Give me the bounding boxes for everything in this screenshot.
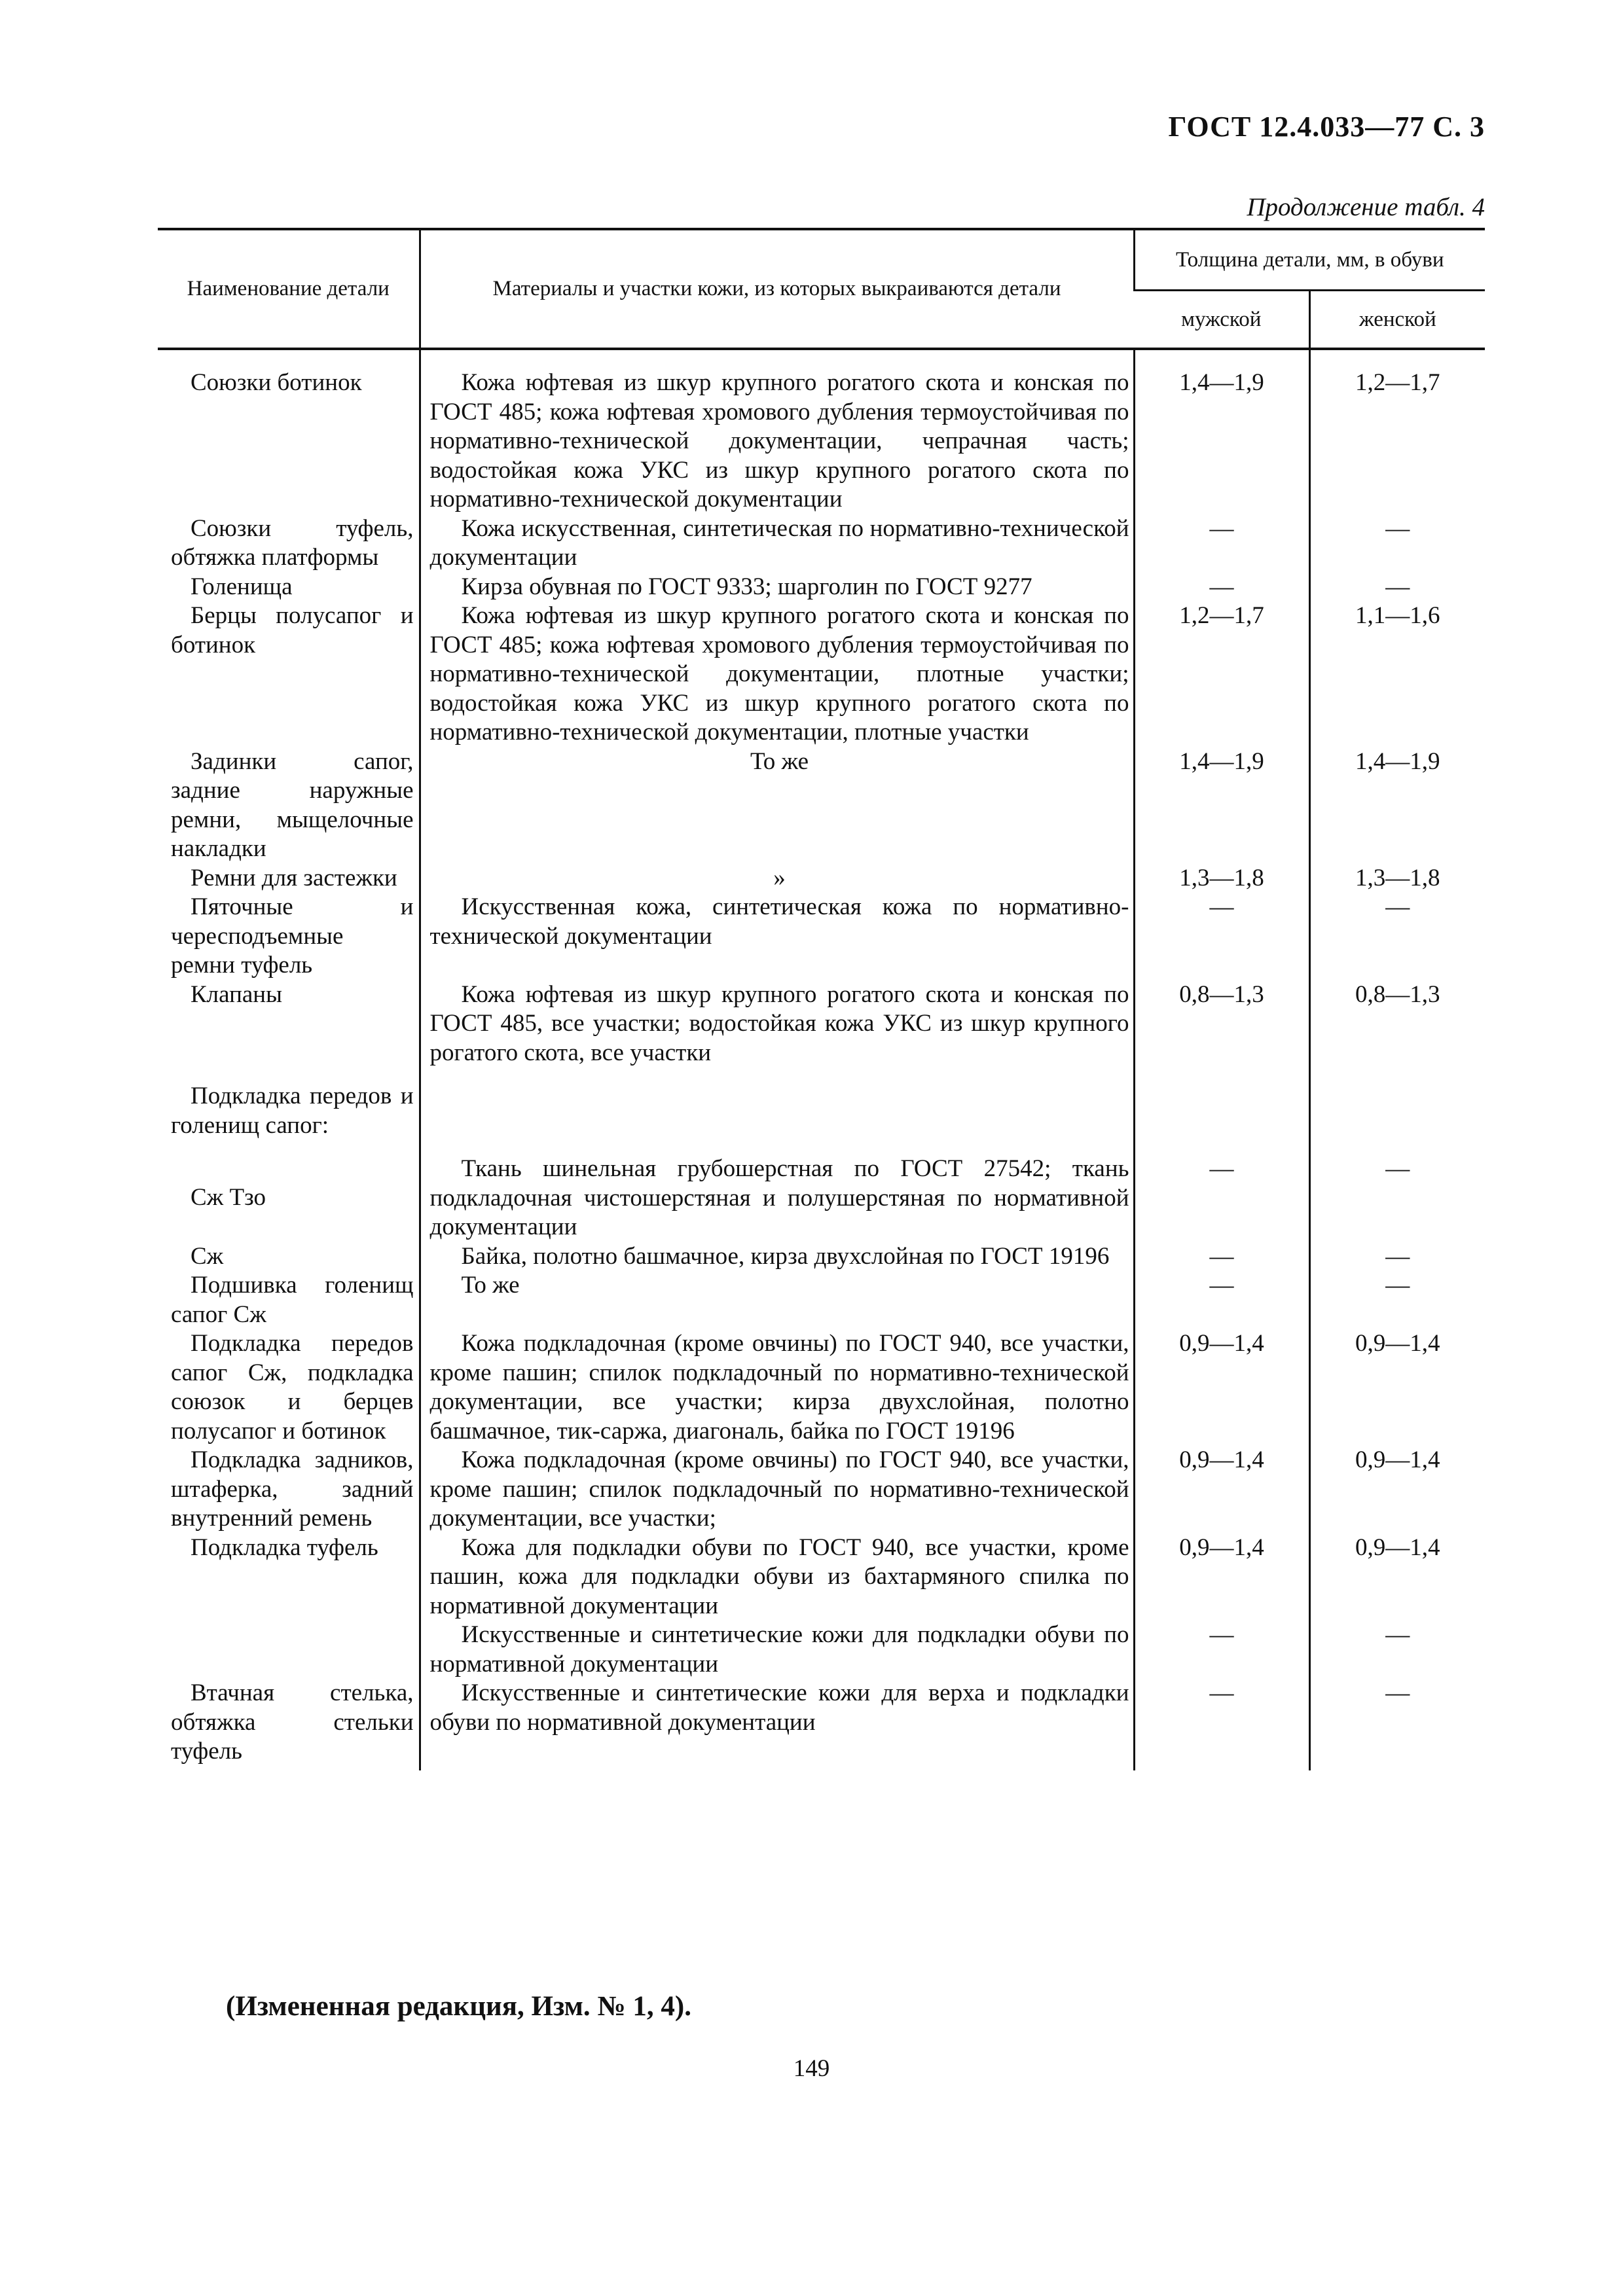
thickness-male: — (1134, 1242, 1309, 1272)
table-row (158, 1271, 1485, 1329)
thickness-male: 1,4—1,9 (1134, 747, 1309, 864)
part-name: Втачная стелька, обтяжка стельки туфель (171, 1679, 414, 1765)
table-row (158, 1140, 1485, 1242)
material-text: Кожа подкладочная (кроме овчины) по ГОСТ 940, все участки, кроме пашин; спилок подкладочный по нормативно-технической документации, все участки; (429, 1446, 1129, 1532)
material-text: Ткань шинельная грубошерстная по ГОСТ 27542; ткань подкладочная чистошерстяная и полушерстяная по нормативной документации (429, 1155, 1129, 1240)
table-row (158, 349, 1485, 514)
material-text: То же (750, 747, 809, 775)
table-row (158, 980, 1485, 1068)
thickness-male: — (1134, 1679, 1309, 1770)
amendment-note: (Измененная редакция, Изм. № 1, 4). (226, 1991, 691, 2022)
thickness-male: 0,9—1,4 (1134, 1446, 1309, 1534)
table-row (158, 1067, 1485, 1140)
thickness-male: — (1134, 1140, 1309, 1242)
material-text: Кожа искусственная, синтетическая по нормативно-технической документации (429, 514, 1129, 571)
table-row (158, 893, 1485, 980)
table-row (158, 1621, 1485, 1679)
thickness-female: 1,2—1,7 (1309, 349, 1485, 514)
table-row (158, 1242, 1485, 1272)
table-row (158, 1679, 1485, 1770)
thickness-male: — (1134, 1271, 1309, 1329)
material-text: Кожа для подкладки обуви по ГОСТ 940, все участки, кроме пашин, кожа для подкладки обуви из бахтармяного спилка по нормативной документации (429, 1534, 1129, 1619)
thickness-female: — (1309, 1242, 1485, 1272)
material-text: Кожа юфтевая из шкур крупного рогатого скота и конская по ГОСТ 485; кожа юфтевая хромового дубления термоустойчивая по нормативно-технической документации, чепрачная часть; водостойкая кожа УКС из шкур крупного рогатого скота по нормативно-технической документации (429, 369, 1129, 512)
part-name: Союзки туфель, обтяжка платформы (171, 514, 414, 571)
table-row (158, 573, 1485, 602)
thickness-female: 0,9—1,4 (1309, 1446, 1485, 1534)
part-name: Задинки сапог, задние наружные ремни, мыщелочные накладки (171, 747, 414, 862)
thickness-male (1134, 1067, 1309, 1140)
table-row (158, 864, 1485, 893)
thickness-male: — (1134, 573, 1309, 602)
thickness-male: 0,9—1,4 (1134, 1534, 1309, 1621)
part-name: Подкладка передов сапог Сж, подкладка союзок и берцев полусапог и ботинок (171, 1330, 414, 1444)
thickness-female: 1,4—1,9 (1309, 747, 1485, 864)
material-text: Искусственные и синтетические кожи для верха и подкладки обуви по нормативной документации (429, 1679, 1129, 1736)
table-row (158, 601, 1485, 747)
thickness-male: 0,8—1,3 (1134, 980, 1309, 1068)
thickness-male: 1,3—1,8 (1134, 864, 1309, 893)
part-name: Союзки ботинок (191, 369, 362, 396)
thickness-male: — (1134, 1621, 1309, 1679)
header-part-name: Наименование детали (158, 229, 420, 349)
table-continuation-label: Продолжение табл. 4 (1247, 193, 1485, 221)
table-row (158, 514, 1485, 573)
material-text: Искусственная кожа, синтетическая кожа по нормативно-технической документации (429, 893, 1129, 950)
table-row (158, 1446, 1485, 1534)
thickness-female: 0,8—1,3 (1309, 980, 1485, 1068)
material-text: Кирза обувная по ГОСТ 9333; шарголин по ГОСТ 9277 (461, 573, 1032, 600)
part-name: Сж Тзо (191, 1184, 266, 1211)
thickness-male: — (1134, 514, 1309, 573)
part-name: Берцы полусапог и ботинок (171, 602, 414, 658)
part-name: Сж (191, 1242, 224, 1270)
material-text: Кожа юфтевая из шкур крупного рогатого скота и конская по ГОСТ 485, все участки; водостойкая кожа УКС из шкур крупного рогатого скота, все участки (429, 980, 1129, 1066)
thickness-female: 1,1—1,6 (1309, 601, 1485, 747)
thickness-female: — (1309, 1679, 1485, 1770)
table-row (158, 1534, 1485, 1621)
thickness-female (1309, 1067, 1485, 1140)
thickness-female: — (1309, 1271, 1485, 1329)
part-name: Голенища (191, 573, 293, 600)
header-male: мужской (1134, 291, 1309, 350)
material-text: Байка, полотно башмачное, кирза двухслойная по ГОСТ 19196 (461, 1242, 1110, 1270)
thickness-female: — (1309, 893, 1485, 980)
document-code: ГОСТ 12.4.033—77 С. 3 (1168, 111, 1485, 143)
thickness-male: 0,9—1,4 (1134, 1329, 1309, 1446)
header-thickness: Толщина детали, мм, в обуви (1134, 229, 1485, 291)
part-name: Пяточные и чересподъемные ремни туфель (171, 893, 414, 978)
material-table (158, 228, 1485, 1770)
part-name: Подкладка передов и голенищ сапог: (171, 1083, 414, 1139)
thickness-male: 1,4—1,9 (1134, 349, 1309, 514)
thickness-female: 1,3—1,8 (1309, 864, 1485, 893)
thickness-female: 0,9—1,4 (1309, 1329, 1485, 1446)
table-row (158, 1329, 1485, 1446)
part-name: Клапаны (191, 980, 282, 1008)
part-name: Подкладка туфель (191, 1534, 378, 1561)
material-text: » (773, 864, 786, 891)
material-text: Кожа юфтевая из шкур крупного рогатого скота и конская по ГОСТ 485; кожа юфтевая хромового дубления термоустойчивая по нормативно-технической документации, плотные участки; водостойкая кожа УКС из шкур крупного рогатого скота по нормативно-технической документации, плотные участки (429, 602, 1129, 745)
material-text: Искусственные и синтетические кожи для подкладки обуви по нормативной документации (429, 1621, 1129, 1677)
page-number: 149 (793, 2055, 830, 2082)
table-row (158, 747, 1485, 864)
thickness-female: — (1309, 573, 1485, 602)
material-text: То же (461, 1272, 520, 1299)
thickness-male: — (1134, 893, 1309, 980)
thickness-female: — (1309, 514, 1485, 573)
header-materials: Материалы и участки кожи, из которых выкраиваются детали (420, 229, 1134, 349)
part-name: Ремни для застежки (191, 864, 397, 891)
thickness-male: 1,2—1,7 (1134, 601, 1309, 747)
part-name: Подшивка голенищ сапог Сж (171, 1272, 414, 1328)
thickness-female: — (1309, 1621, 1485, 1679)
thickness-female: 0,9—1,4 (1309, 1534, 1485, 1621)
thickness-female: — (1309, 1140, 1485, 1242)
material-text: Кожа подкладочная (кроме овчины) по ГОСТ 940, все участки, кроме пашин; спилок подкладочный по нормативно-технической документации, все участки; кирза двухслойная, полотно башмачное, тик-саржа, диагональ, байка по ГОСТ 19196 (429, 1330, 1129, 1444)
header-female: женской (1309, 291, 1485, 350)
part-name: Подкладка задников, штаферка, задний внутренний ремень (171, 1446, 414, 1532)
